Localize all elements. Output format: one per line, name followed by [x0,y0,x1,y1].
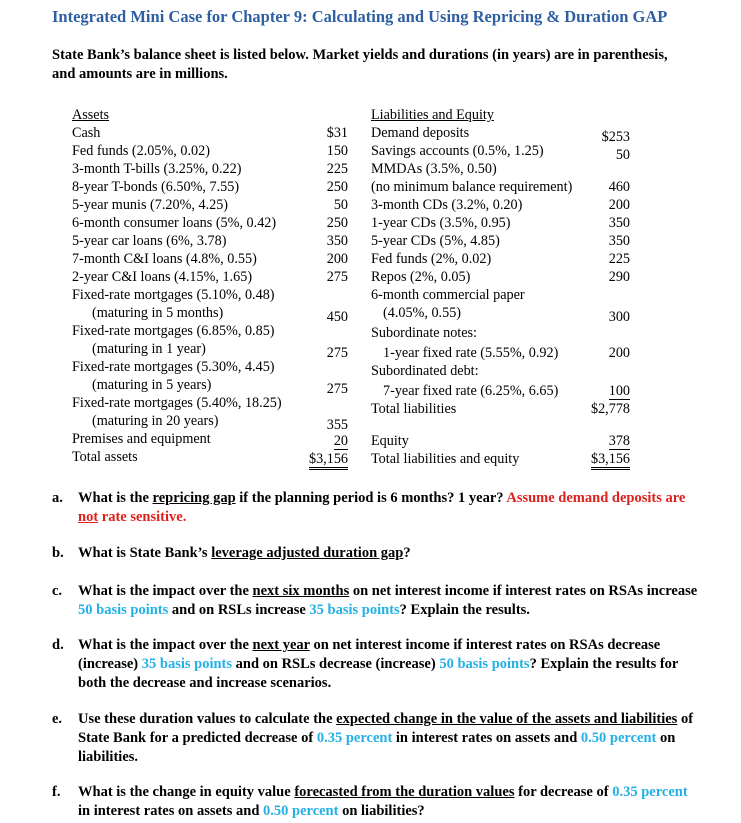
asset-amount: 250 [326,179,348,195]
liability-row: Repos (2%, 0.05) [371,269,471,285]
assets-amounts [290,106,348,466]
intro-paragraph: State Bank’s balance sheet is listed below. Market yields and durations (in years) are in parenthesis, and amounts are in millions. [52,47,668,82]
asset-amount [290,286,348,304]
liability-row-total: Total liabilities and equity [371,451,520,467]
asset-row: Premises and equipment [72,431,211,447]
question-d: d. What is the impact over the next year on net interest income if interest rates on RSAs decrease (increase) 35 basis points and on RSLs decrease (increase) 50 basis points? Explain the results for both the decrease and increase scenarios. [52,637,679,691]
liability-amount: 460 [608,179,630,195]
liability-amount [560,286,630,304]
asset-row: Cash [72,125,101,141]
question-letter: e. [52,711,63,727]
liability-row: 6-month commercial paper [371,287,525,303]
liability-row: 1-year CDs (3.5%, 0.95) [371,215,511,231]
liability-row: Subordinated debt: [371,363,479,379]
liability-amount: 100 [608,383,630,399]
asset-amount: 275 [326,381,348,397]
liability-amount: 200 [608,345,630,361]
liability-amount: 225 [608,251,630,267]
asset-amount: 275 [326,269,348,285]
page-title: Integrated Mini Case for Chapter 9: Calculating and Using Repricing & Duration GAP [52,7,668,26]
asset-amount: 225 [326,161,348,177]
question-letter: b. [52,545,64,561]
question-letter: a. [52,490,63,506]
asset-amount: 20 [333,433,348,449]
asset-row: 2-year C&I loans (4.15%, 1.65) [72,269,253,285]
liability-amount: 200 [608,197,630,213]
question-letter: f. [52,784,61,800]
asset-amount: 275 [326,345,348,361]
asset-amount: $31 [326,125,348,141]
liability-row: Demand deposits [371,125,470,141]
liability-row: Subordinate notes: [371,325,477,341]
liability-row: 1-year fixed rate (5.55%, 0.92) [383,345,559,361]
asset-amount: 355 [326,417,348,433]
asset-amount: 450 [326,309,348,325]
question-c: c. What is the impact over the next six months on net interest income if interest rates on RSAs increase 50 basis points and on RSLs increase 35 basis points? Explain the results. [52,583,698,618]
asset-amount: 200 [326,251,348,267]
liability-amount: 290 [608,269,630,285]
asset-row-total: Total assets [72,449,138,465]
asset-amount: 150 [326,143,348,159]
asset-row: Fixed-rate mortgages (5.40%, 18.25) [72,395,282,411]
liability-amount: 378 [608,433,630,449]
asset-row: 5-year munis (7.20%, 4.25) [72,197,229,213]
liability-row-total: Total liabilities [371,401,457,417]
asset-row: 8-year T-bonds (6.50%, 7.55) [72,179,240,195]
liability-amount-total: $2,778 [590,401,630,417]
liability-row: 3-month CDs (3.2%, 0.20) [371,197,523,213]
assets-header: Assets [72,107,110,123]
asset-row: 6-month consumer loans (5%, 0.42) [72,215,277,231]
asset-row: Fed funds (2.05%, 0.02) [72,143,210,159]
asset-amount [290,394,348,412]
asset-row: Fixed-rate mortgages (6.85%, 0.85) [72,323,275,339]
liability-row: 7-year fixed rate (6.25%, 6.65) [383,383,559,399]
asset-row: (maturing in 5 years) [92,377,212,393]
liability-row: Fed funds (2%, 0.02) [371,251,492,267]
asset-row: (maturing in 5 months) [92,305,224,321]
liability-row: Savings accounts (0.5%, 1.25) [371,143,544,159]
liability-amount: 300 [608,309,630,325]
asset-row: Fixed-rate mortgages (5.10%, 0.48) [72,287,275,303]
asset-row: Fixed-rate mortgages (5.30%, 4.45) [72,359,275,375]
liability-row: (4.05%, 0.55) [383,305,462,321]
liability-amount-total: $3,156 [591,452,630,470]
asset-amount [290,358,348,376]
asset-amount: 250 [326,215,348,231]
question-b: b. What is State Bank’s leverage adjusted duration gap? [52,545,411,561]
question-e: e. Use these duration values to calculate the expected change in the value of the assets and liabilities of State Bank for a predicted decrease of 0.35 percent in interest rates on assets and 0.50 percent on liabilities. [52,711,694,765]
liabilities-amounts [560,106,630,466]
liability-amount [560,322,630,340]
asset-amount: 50 [333,197,348,213]
question-a: a. What is the repricing gap if the planning period is 6 months? 1 year? Assume demand deposits are not rate sensitive. [52,490,686,525]
liabilities-header: Liabilities and Equity [371,107,494,123]
liability-row: (no minimum balance requirement) [371,179,573,195]
asset-row: 7-month C&I loans (4.8%, 0.55) [72,251,257,267]
liability-amount [560,160,630,178]
liability-amount: 50 [615,147,630,163]
liability-row: Equity [371,433,409,449]
asset-row: (maturing in 1 year) [92,341,206,357]
asset-amount [290,322,348,340]
asset-row: 3-month T-bills (3.25%, 0.22) [72,161,242,177]
liability-row: 5-year CDs (5%, 4.85) [371,233,500,249]
liability-amount: 350 [608,215,630,231]
liability-amount: 350 [608,233,630,249]
liability-amount [560,412,630,430]
question-letter: c. [52,583,63,599]
asset-amount-total: $3,156 [309,452,348,470]
asset-amount: 350 [326,233,348,249]
asset-row: 5-year car loans (6%, 3.78) [72,233,227,249]
liability-amount: $253 [601,129,630,145]
question-f: f. What is the change in equity value forecasted from the duration values for decrease of 0.35 percent in interest rates on assets and 0.50 percent on liabilities? [52,784,688,819]
question-letter: d. [52,637,64,653]
liability-amount [560,358,630,376]
asset-row: (maturing in 20 years) [92,413,219,429]
liability-row: MMDAs (3.5%, 0.50) [371,161,497,177]
